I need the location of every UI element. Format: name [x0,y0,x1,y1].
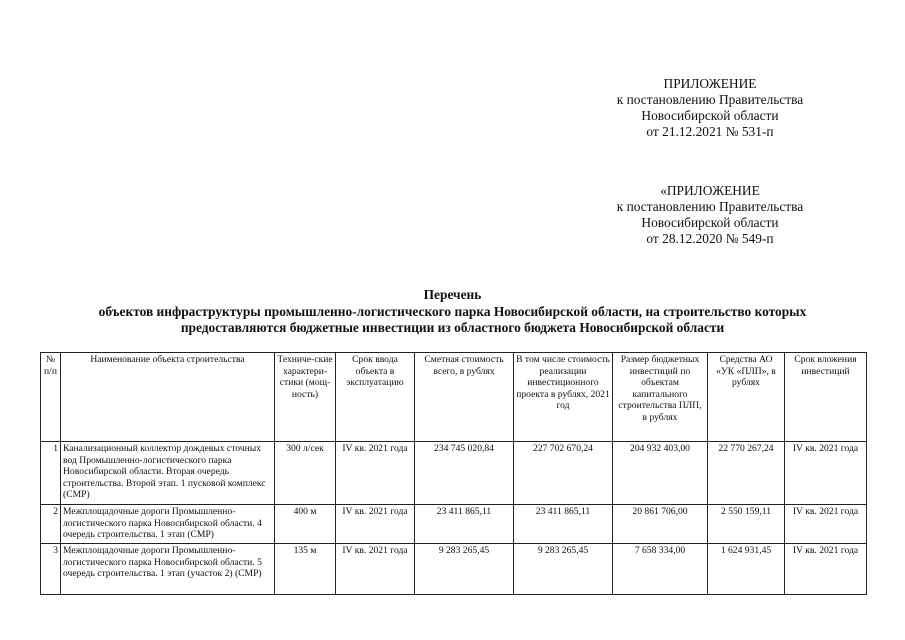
row-plp-funds: 1 624 931,45 [708,544,785,595]
appendix-original-block [560,183,860,247]
row-commissioning-term: IV кв. 2021 года [336,544,415,595]
header-object-name: Наименование объекта строительства [61,353,275,442]
title-line-2: объектов инфраструктуры промышленно-логистического парка Новосибирской области, на строительство которых [98,303,807,319]
header-budget-investments: Размер бюджетных инвестиций по объектам капитального строительства ПЛП, в рублях [613,353,708,442]
document-title [0,287,905,337]
title-line-3: предоставляются бюджетные инвестиции из областного бюджета Новосибирской области [180,320,725,335]
row-object-name: Межплощадочные дороги Промышленно-логистического парка Новосибирской области. 4 очередь строительства. 1 этап (СМР) [61,505,275,544]
row-plp-funds: 2 550 159,11 [708,505,785,544]
table-row [41,505,867,544]
row-investment-term: IV кв. 2021 года [785,442,867,505]
row-commissioning-term: IV кв. 2021 года [336,505,415,544]
appendix-decree-line: к постановлению Правительства [616,92,804,107]
row-total-cost: 23 411 865,11 [415,505,514,544]
row-commissioning-term: IV кв. 2021 года [336,442,415,505]
row-capacity: 400 м [275,505,336,544]
header-total-cost: Сметная стоимость всего, в рублях [415,353,514,442]
header-commissioning-term: Срок ввода объекта в эксплуатацию [336,353,415,442]
header-plp-funds: Средства АО «УК «ПЛП», в рублях [708,353,785,442]
appendix-date-line: от 21.12.2021 № 531-п [646,124,774,139]
row-plp-funds: 22 770 267,24 [708,442,785,505]
row-total-cost: 234 745 020,84 [415,442,514,505]
investment-objects-table [40,352,867,595]
row-cost-2021: 227 702 670,24 [514,442,613,505]
appendix-date-line: от 28.12.2020 № 549-п [646,231,774,246]
table-header-row [41,353,867,442]
appendix-decree-line: к постановлению Правительства [616,199,804,214]
row-total-cost: 9 283 265,45 [415,544,514,595]
row-capacity: 135 м [275,544,336,595]
appendix-heading: ПРИЛОЖЕНИЕ [663,76,757,91]
table-row [41,442,867,505]
header-capacity: Техниче-ские характери-стики (мощ-ность) [275,353,336,442]
row-object-name: Межплощадочные дороги Промышленно-логистического парка Новосибирской области. 5 очередь строительства. 1 этап (участок 2) (СМР) [61,544,275,595]
row-cost-2021: 23 411 865,11 [514,505,613,544]
row-budget-investments: 7 658 334,00 [613,544,708,595]
row-number: 1 [41,442,61,505]
row-number: 3 [41,544,61,595]
title-line-1: Перечень [423,287,482,302]
header-number: № п/п [41,353,61,442]
appendix-region-line: Новосибирской области [641,108,779,123]
row-investment-term: IV кв. 2021 года [785,544,867,595]
row-capacity: 300 л/сек [275,442,336,505]
header-cost-2021: В том числе стоимость реализации инвестиционного проекта в рублях, 2021 год [514,353,613,442]
row-object-name: Канализационный коллектор дождевых сточных вод Промышленно-логистического парка Новосибирской области. Вторая очередь строительства. Второй этап. 1 пусковой комплекс (СМР) [61,442,275,505]
header-investment-term: Срок вложения инвестиций [785,353,867,442]
row-cost-2021: 9 283 265,45 [514,544,613,595]
appendix-region-line: Новосибирской области [641,215,779,230]
row-investment-term: IV кв. 2021 года [785,505,867,544]
appendix-heading: «ПРИЛОЖЕНИЕ [660,183,760,198]
row-budget-investments: 204 932 403,00 [613,442,708,505]
row-number: 2 [41,505,61,544]
appendix-current-block [560,76,860,140]
table-row [41,544,867,595]
row-budget-investments: 20 861 706,00 [613,505,708,544]
